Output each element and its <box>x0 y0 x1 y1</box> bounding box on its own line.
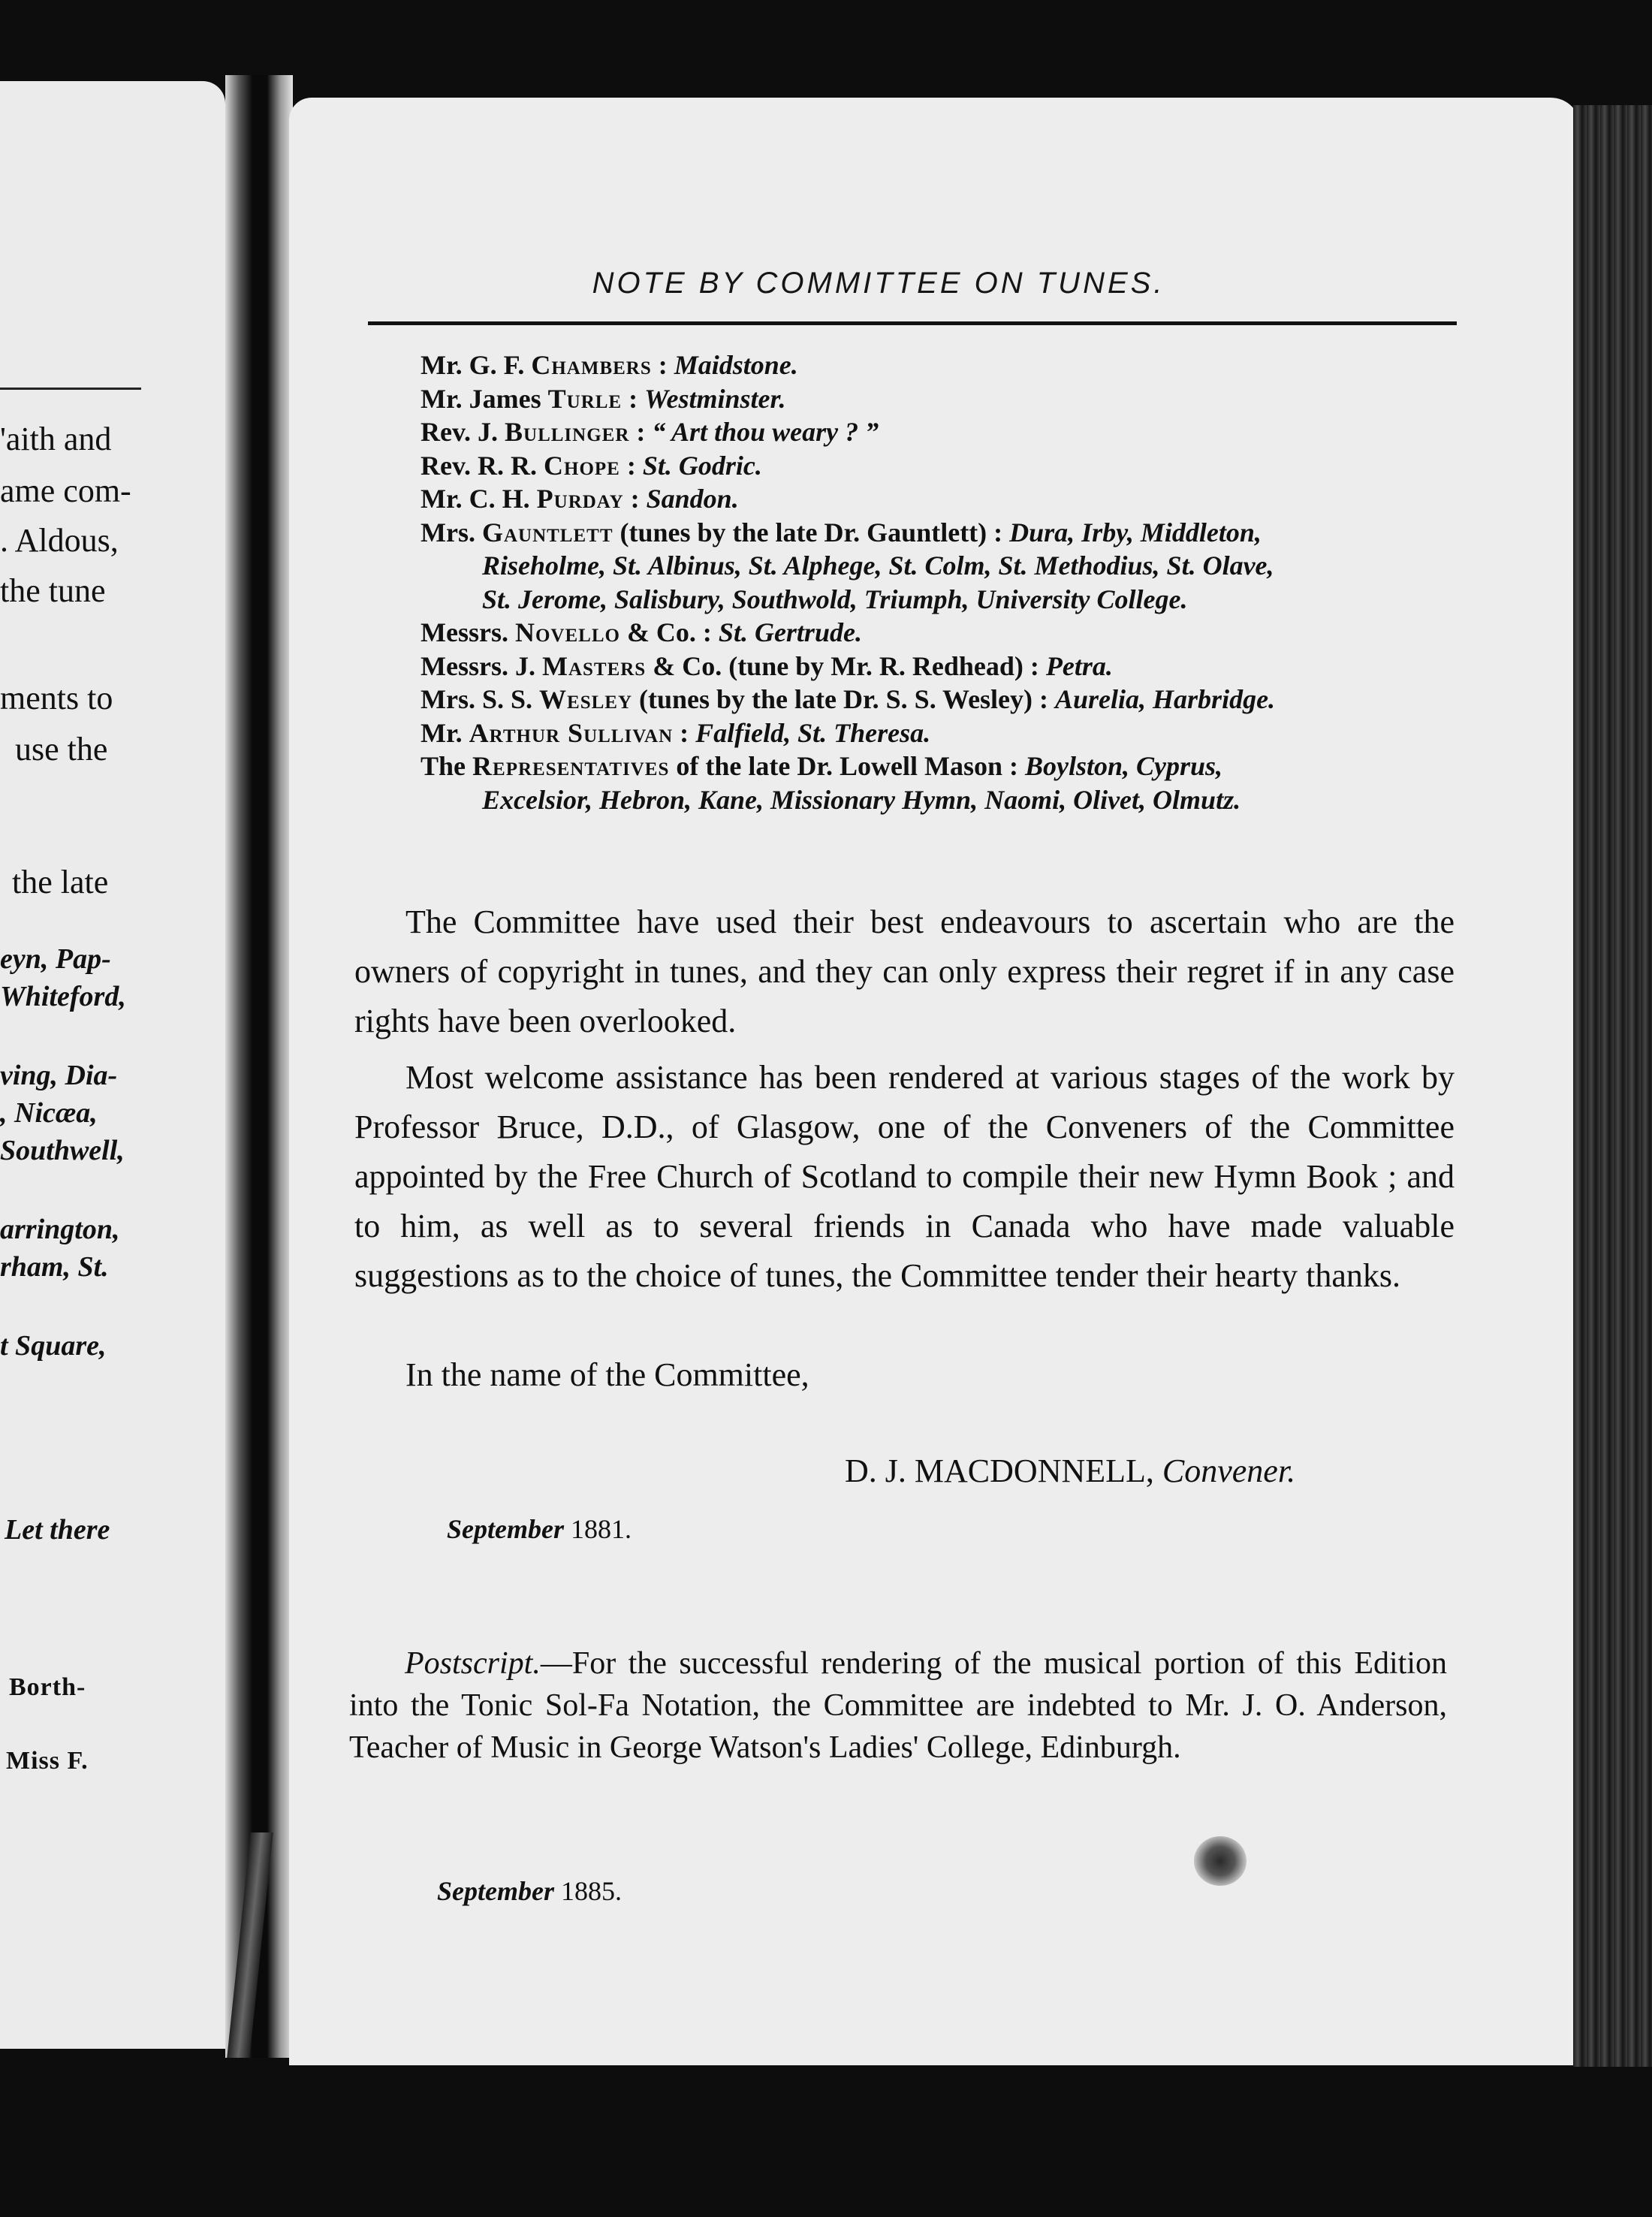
left-line: ments to <box>0 680 113 716</box>
credit-item: Mr. Arthur Sullivan : Falfield, St. Theresa. <box>421 717 931 748</box>
left-line: the tune <box>0 572 106 609</box>
date-year: 1885. <box>560 1876 622 1906</box>
signature-name: D. J. MACDONNELL, <box>845 1452 1154 1489</box>
postscript <box>349 1642 1447 1769</box>
left-line: rham, St. <box>0 1251 109 1283</box>
left-line: , Nicæa, <box>0 1097 98 1129</box>
page-edges <box>1573 105 1652 2067</box>
left-line: t Square, <box>0 1330 107 1362</box>
date-month: September <box>437 1876 554 1906</box>
postscript-label: Postscript. <box>405 1646 541 1681</box>
left-page-rule <box>0 388 141 390</box>
credit-item: Rev. J. Bullinger : “ Art thou weary ? ” <box>421 417 879 447</box>
credit-item: Messrs. Novello & Co. : St. Gertrude. <box>421 617 862 647</box>
credit-item: Mrs. S. S. Wesley (tunes by the late Dr. S. S. Wesley) : Aurelia, Harbridge. <box>421 684 1276 714</box>
left-line: . Aldous, <box>0 522 119 559</box>
credit-item: Mr. C. H. Purday : Sandon. <box>421 484 739 514</box>
ink-blot <box>1194 1836 1247 1886</box>
postscript-text: —For the successful rendering of the musical portion of this Edition into the Tonic Sol-Fa Notation, the Committee are indebted to Mr. J. O. Anderson, Teacher of Music in George Watson's Ladies' College, Edinburgh. <box>349 1646 1447 1765</box>
date-1885 <box>437 1875 622 1907</box>
paragraph-text: The Committee have used their best endeavours to ascertain who are the owners of copyright in tunes, and they can only express their regret if in any case rights have been overlooked. <box>354 903 1455 1039</box>
credit-item: Messrs. J. Masters & Co. (tune by Mr. R. Redhead) : Petra. <box>421 650 1113 681</box>
left-line: eyn, Pap- <box>0 943 111 975</box>
left-line: arrington, <box>0 1214 120 1245</box>
left-page <box>0 81 225 2049</box>
left-line: the late <box>12 864 109 900</box>
credit-continuation: Excelsior, Hebron, Kane, Missionary Hymn, Naomi, Olivet, Olmutz. <box>482 784 1241 815</box>
credit-item: Mr. G. F. Chambers : Maidstone. <box>421 350 798 380</box>
signoff: In the name of the Committee, <box>405 1356 809 1393</box>
signature <box>845 1452 1295 1490</box>
left-line: Whiteford, <box>0 981 126 1012</box>
header-rule <box>368 321 1457 325</box>
credit-item: Rev. R. R. Chope : St. Godric. <box>421 450 762 481</box>
left-line: Let there <box>5 1514 110 1546</box>
date-1881 <box>447 1513 632 1545</box>
paragraph-text: Most welcome assistance has been rendered at various stages of the work by Professor Bruce, D.D., of Glasgow, one of the Conveners of the Committee appointed by the Free Church of Scotland to compile their new Hymn Book ; and to him, as well as to several friends in Canada who have made valuable suggestions as to the choice of tunes, the Committee tender their hearty thanks. <box>354 1059 1455 1294</box>
left-line: Borth- <box>9 1673 86 1701</box>
signature-role: Convener. <box>1162 1452 1296 1489</box>
left-line: 'aith and <box>0 421 112 457</box>
credit-continuation: Riseholme, St. Albinus, St. Alphege, St. Colm, St. Methodius, St. Olave, <box>482 550 1274 581</box>
book-gutter <box>225 75 293 2058</box>
credit-item: Mrs. Gauntlett (tunes by the late Dr. Gauntlett) : Dura, Irby, Middleton, <box>421 517 1262 547</box>
left-line: Miss F. <box>6 1747 89 1775</box>
credit-item: The Representatives of the late Dr. Lowell Mason : Boylston, Cyprus, <box>421 751 1223 781</box>
credit-continuation: St. Jerome, Salisbury, Southwold, Triumph, University College. <box>482 584 1188 614</box>
left-line: use the <box>15 731 108 768</box>
credit-item: Mr. James Turle : Westminster. <box>421 383 786 414</box>
credits-list <box>421 348 1472 816</box>
date-year: 1881. <box>570 1514 632 1544</box>
paragraph-copyright <box>354 897 1455 1046</box>
page-header: NOTE BY COMMITTEE ON TUNES. <box>592 267 1165 300</box>
left-line: Southwell, <box>0 1135 125 1166</box>
paragraph-thanks <box>354 1053 1455 1301</box>
left-line: ame com- <box>0 472 131 509</box>
left-line: ving, Dia- <box>0 1060 118 1091</box>
date-month: September <box>447 1514 564 1544</box>
